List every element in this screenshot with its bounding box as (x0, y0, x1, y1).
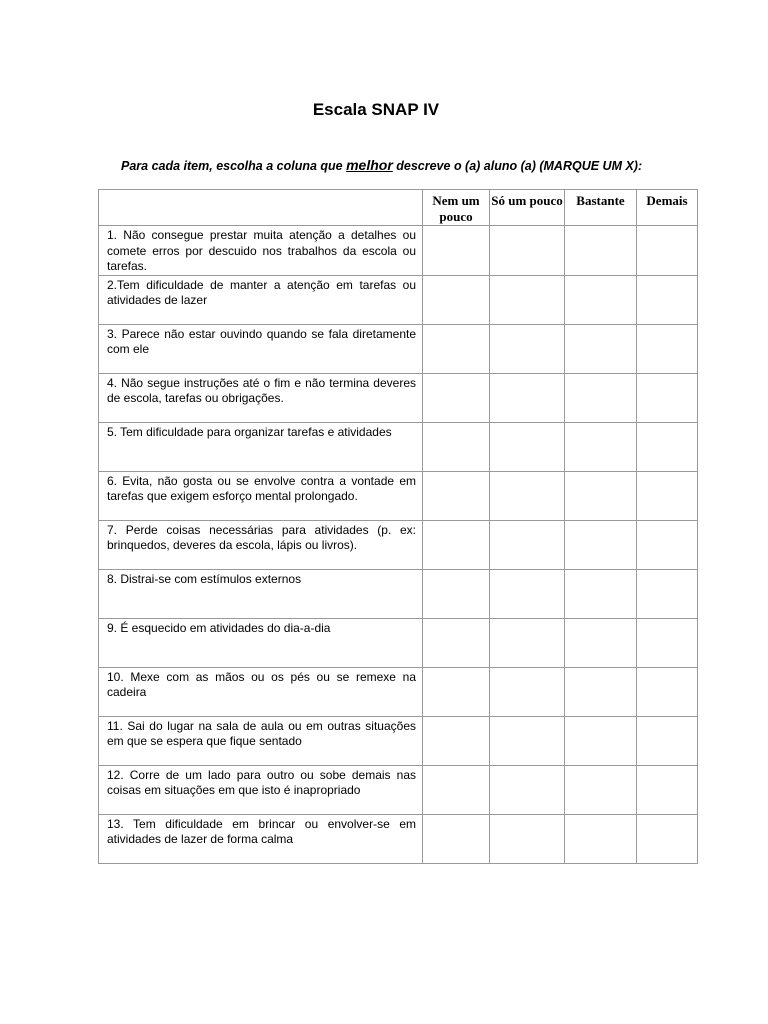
answer-cell-bastante[interactable] (565, 814, 637, 863)
answer-cell-so-um-pouco[interactable] (490, 667, 565, 716)
answer-cell-so-um-pouco[interactable] (490, 569, 565, 618)
table-row (99, 618, 698, 667)
answer-cell-bastante[interactable] (565, 765, 637, 814)
table-row (99, 520, 698, 569)
answer-cell-demais[interactable] (637, 765, 698, 814)
answer-cell-nem-um-pouco[interactable] (423, 716, 490, 765)
answer-cell-nem-um-pouco[interactable] (423, 765, 490, 814)
answer-cell-bastante[interactable] (565, 716, 637, 765)
header-so-um-pouco: Só um pouco (490, 190, 565, 226)
answer-cell-demais[interactable] (637, 471, 698, 520)
table-row (99, 226, 698, 276)
header-demais: Demais (637, 190, 698, 226)
answer-cell-nem-um-pouco[interactable] (423, 471, 490, 520)
table-row (99, 275, 698, 324)
answer-cell-bastante[interactable] (565, 422, 637, 471)
table-row (99, 471, 698, 520)
item-text: 2.Tem dificuldade de manter a atenção em tarefas ou atividades de lazer (99, 275, 423, 324)
answer-cell-nem-um-pouco[interactable] (423, 324, 490, 373)
answer-cell-demais[interactable] (637, 569, 698, 618)
item-text: 13. Tem dificuldade em brincar ou envolver-se em atividades de lazer de forma calma (99, 814, 423, 863)
answer-cell-nem-um-pouco[interactable] (423, 814, 490, 863)
answer-cell-nem-um-pouco[interactable] (423, 275, 490, 324)
answer-cell-bastante[interactable] (565, 226, 637, 276)
answer-cell-demais[interactable] (637, 422, 698, 471)
item-text: 10. Mexe com as mãos ou os pés ou se remexe na cadeira (99, 667, 423, 716)
item-text: 11. Sai do lugar na sala de aula ou em outras situações em que se espera que fique sentado (99, 716, 423, 765)
answer-cell-nem-um-pouco[interactable] (423, 618, 490, 667)
answer-cell-so-um-pouco[interactable] (490, 765, 565, 814)
answer-cell-so-um-pouco[interactable] (490, 226, 565, 276)
answer-cell-bastante[interactable] (565, 569, 637, 618)
answer-cell-so-um-pouco[interactable] (490, 814, 565, 863)
header-item-column (99, 190, 423, 226)
answer-cell-so-um-pouco[interactable] (490, 324, 565, 373)
table-row (99, 814, 698, 863)
answer-cell-bastante[interactable] (565, 667, 637, 716)
answer-cell-demais[interactable] (637, 667, 698, 716)
answer-cell-nem-um-pouco[interactable] (423, 226, 490, 276)
item-text: 12. Corre de um lado para outro ou sobe demais nas coisas em situações em que isto é inapropriado (99, 765, 423, 814)
item-text: 9. É esquecido em atividades do dia-a-dia (99, 618, 423, 667)
item-text: 6. Evita, não gosta ou se envolve contra a vontade em tarefas que exigem esforço mental prolongado. (99, 471, 423, 520)
item-text: 5. Tem dificuldade para organizar tarefas e atividades (99, 422, 423, 471)
answer-cell-demais[interactable] (637, 716, 698, 765)
answer-cell-bastante[interactable] (565, 373, 637, 422)
item-text: 1. Não consegue prestar muita atenção a detalhes ou comete erros por descuido nos trabalhos da escola ou tarefas. (99, 226, 423, 276)
table-row (99, 667, 698, 716)
table-row (99, 765, 698, 814)
answer-cell-so-um-pouco[interactable] (490, 471, 565, 520)
answer-cell-nem-um-pouco[interactable] (423, 373, 490, 422)
answer-cell-bastante[interactable] (565, 471, 637, 520)
item-text: 8. Distrai-se com estímulos externos (99, 569, 423, 618)
answer-cell-nem-um-pouco[interactable] (423, 667, 490, 716)
answer-cell-demais[interactable] (637, 324, 698, 373)
answer-cell-so-um-pouco[interactable] (490, 520, 565, 569)
answer-cell-bastante[interactable] (565, 275, 637, 324)
item-text: 3. Parece não estar ouvindo quando se fala diretamente com ele (99, 324, 423, 373)
answer-cell-so-um-pouco[interactable] (490, 275, 565, 324)
answer-cell-bastante[interactable] (565, 618, 637, 667)
header-bastante: Bastante (565, 190, 637, 226)
answer-cell-bastante[interactable] (565, 324, 637, 373)
answer-cell-bastante[interactable] (565, 520, 637, 569)
answer-cell-demais[interactable] (637, 814, 698, 863)
answer-cell-so-um-pouco[interactable] (490, 618, 565, 667)
answer-cell-so-um-pouco[interactable] (490, 716, 565, 765)
instructions-emphasis: melhor (346, 157, 393, 173)
answer-cell-demais[interactable] (637, 618, 698, 667)
table-row (99, 373, 698, 422)
table-header-row (99, 190, 698, 226)
instructions (121, 157, 642, 173)
table-row (99, 422, 698, 471)
snap-iv-table (98, 189, 698, 864)
answer-cell-demais[interactable] (637, 226, 698, 276)
header-nem-um-pouco: Nem um pouco (423, 190, 490, 226)
answer-cell-nem-um-pouco[interactable] (423, 422, 490, 471)
page-title: Escala SNAP IV (312, 100, 440, 119)
table-row (99, 716, 698, 765)
answer-cell-nem-um-pouco[interactable] (423, 520, 490, 569)
answer-cell-nem-um-pouco[interactable] (423, 569, 490, 618)
instructions-before: Para cada item, escolha a coluna que (121, 159, 347, 173)
answer-cell-demais[interactable] (637, 520, 698, 569)
table-row (99, 569, 698, 618)
instructions-after: descreve o (a) aluno (a) (MARQUE UM X): (392, 159, 643, 173)
answer-cell-so-um-pouco[interactable] (490, 422, 565, 471)
item-text: 4. Não segue instruções até o fim e não termina deveres de escola, tarefas ou obrigações. (99, 373, 423, 422)
table-row (99, 324, 698, 373)
answer-cell-demais[interactable] (637, 373, 698, 422)
answer-cell-demais[interactable] (637, 275, 698, 324)
item-text: 7. Perde coisas necessárias para atividades (p. ex: brinquedos, deveres da escola, lápis ou livros). (99, 520, 423, 569)
answer-cell-so-um-pouco[interactable] (490, 373, 565, 422)
